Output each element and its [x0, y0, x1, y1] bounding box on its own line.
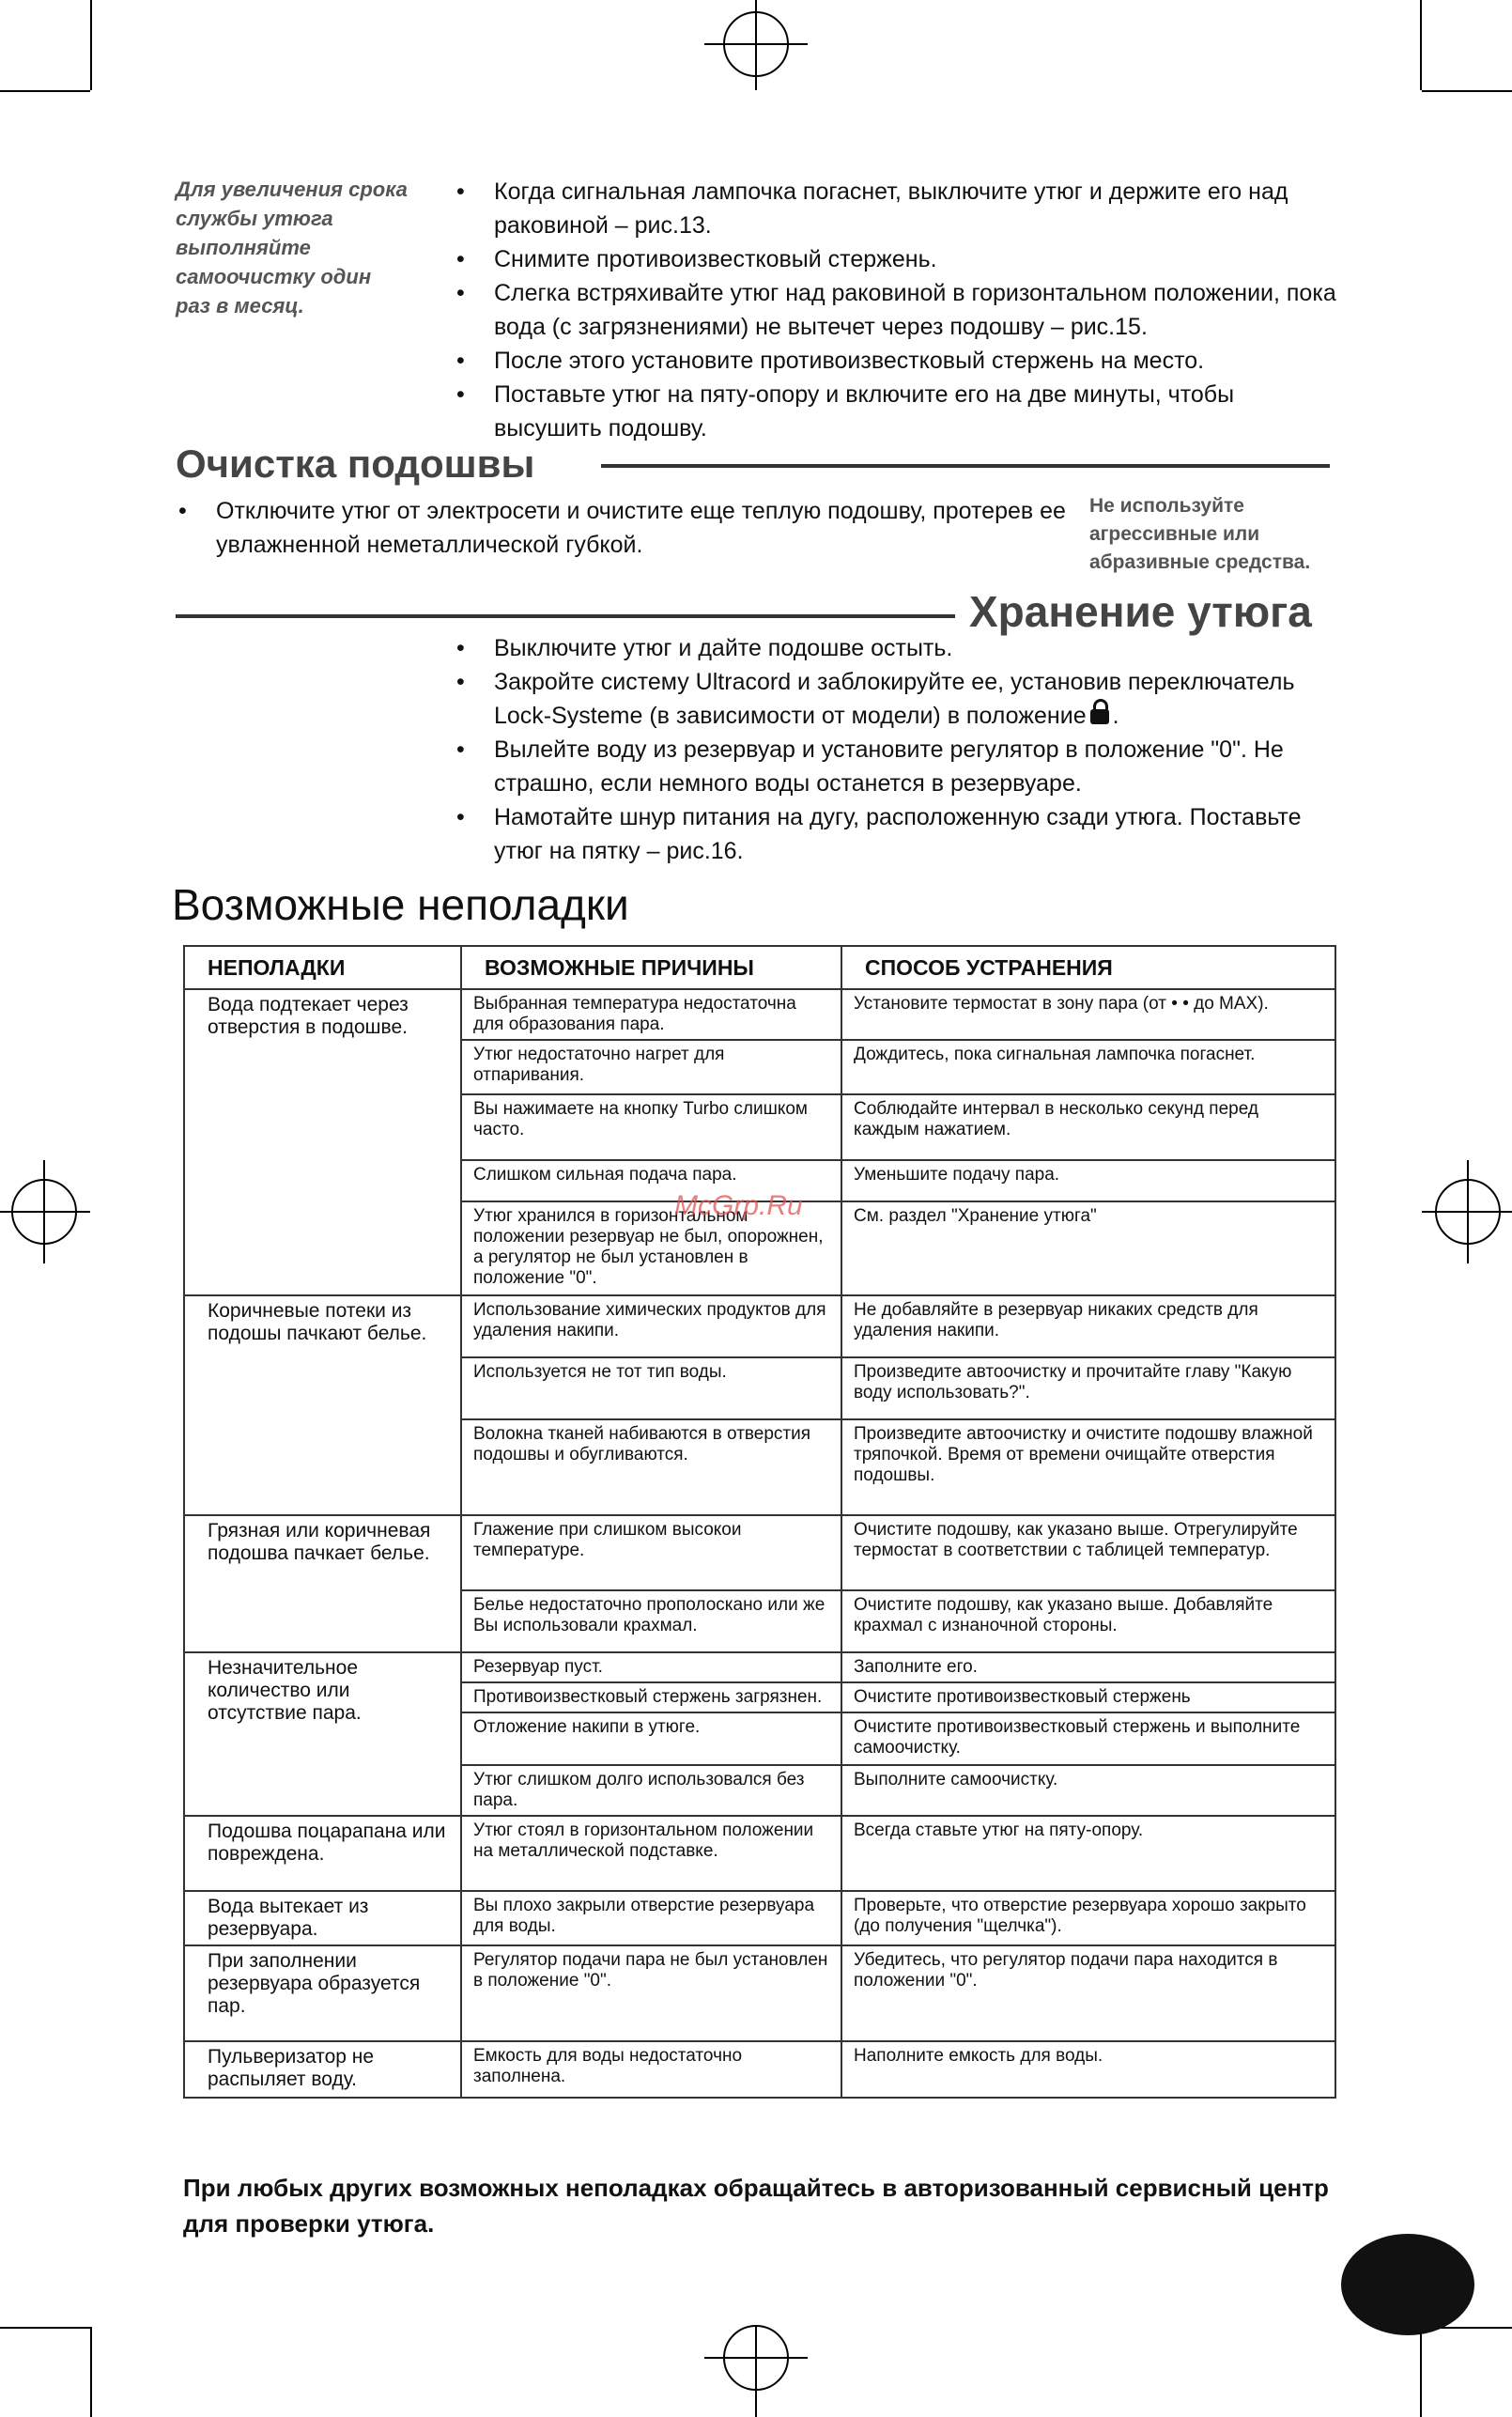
problem-cell: Грязная или коричневая подошва пачкает белье.	[184, 1515, 461, 1652]
table-row	[184, 1945, 1335, 2041]
column-header: ВОЗМОЖНЫЕ ПРИЧИНЫ	[461, 946, 841, 989]
crop-mark	[1420, 2327, 1422, 2417]
cause-cell: Утюг недостаточно нагрет для отпаривания.	[461, 1040, 841, 1094]
cause-cell: Слишком сильная подача пара.	[461, 1160, 841, 1201]
list-item: • Вылейте воду из резервуар и установите регулятор в положение "0". Не страшно, если немного воды останется в резервуаре.	[456, 733, 1339, 800]
storage-steps	[456, 631, 1339, 868]
solution-cell: Не добавляйте в резервуар никаких средств для удаления накипи.	[841, 1295, 1335, 1357]
cause-cell: Резервуар пуст.	[461, 1652, 841, 1682]
problem-cell: Вода подтекает через отверстия в подошве.	[184, 989, 461, 1295]
table-row	[184, 1816, 1335, 1891]
solution-cell: Всегда ставьте утюг на пяту-опору.	[841, 1816, 1335, 1891]
column-header: СПОСОБ УСТРАНЕНИЯ	[841, 946, 1335, 989]
cause-cell: Белье недостаточно прополоскано или же Вы использовали крахмал.	[461, 1590, 841, 1652]
cause-cell: Отложение накипи в утюге.	[461, 1712, 841, 1765]
problem-cell: Коричневые потеки из подошы пачкают белье.	[184, 1295, 461, 1515]
table-row	[184, 989, 1335, 1040]
soleplate-warning: Не используйте агрессивные или абразивные средства.	[1089, 495, 1311, 573]
solution-cell: Проверьте, что отверстие резервуара хорошо закрыто (до получения "щелчка").	[841, 1891, 1335, 1945]
crop-mark	[0, 90, 90, 92]
divider	[601, 464, 1330, 468]
solution-cell: Соблюдайте интервал в несколько секунд перед каждым нажатием.	[841, 1094, 1335, 1160]
solution-cell: Установите термостат в зону пара (от • • до MAX).	[841, 989, 1335, 1040]
table-row	[184, 1295, 1335, 1357]
table-row	[184, 2041, 1335, 2098]
crop-mark	[90, 2327, 92, 2417]
solution-cell: Очистите подошву, как указано выше. Добавляйте крахмал с изнаночной стороны.	[841, 1590, 1335, 1652]
troubleshooting-table	[183, 945, 1336, 2099]
solution-cell: Дождитесь, пока сигнальная лампочка погаснет.	[841, 1040, 1335, 1094]
list-item: • Закройте систему Ultracord и заблокируйте ее, установив переключатель Lock-Systeme (в зависимости от модели) в положение .	[456, 665, 1339, 733]
cause-cell: Вы нажимаете на кнопку Turbo слишком часто.	[461, 1094, 841, 1160]
watermark: McGrp.Ru	[674, 1190, 803, 1221]
solution-cell: Очистите противоизвестковый стержень и выполните самоочистку.	[841, 1712, 1335, 1765]
self-clean-tip: Для увеличения срока службы утюга выполняйте самоочистку один раз в месяц.	[176, 178, 408, 318]
problem-cell: Подошва поцарапана или повреждена.	[184, 1816, 461, 1891]
cause-cell: Утюг хранился в горизонтальном положении резервуар не был, опорожнен, а регулятор не был установлен в положение "0".	[461, 1201, 841, 1295]
soleplate-heading: Очистка подошвы	[176, 442, 535, 486]
table-header-row	[184, 946, 1335, 989]
cause-cell: Регулятор подачи пара не был установлен в положение "0".	[461, 1945, 841, 2041]
cause-cell: Глажение при слишком высокои температуре.	[461, 1515, 841, 1590]
crop-mark	[1420, 0, 1422, 90]
lock-icon	[1090, 709, 1109, 724]
table-row	[184, 1891, 1335, 1945]
solution-cell: Произведите автоочистку и очистите подошву влажной тряпочкой. Время от времени очищайте отверстия подошвы.	[841, 1419, 1335, 1515]
page-number-badge	[1341, 2234, 1474, 2335]
service-center-note: При любых других возможных неполадках обращайтесь в авторизованный сервисный центр для проверки утюга.	[183, 2174, 1329, 2238]
solution-cell: Наполните емкость для воды.	[841, 2041, 1335, 2098]
table-row	[184, 1515, 1335, 1590]
cause-cell: Утюг слишком долго использовался без пара.	[461, 1765, 841, 1816]
list-item: • Выключите утюг и дайте подошве остыть.	[456, 631, 1339, 665]
solution-cell: См. раздел "Хранение утюга"	[841, 1201, 1335, 1295]
cause-cell: Выбранная температура недостаточна для образования пара.	[461, 989, 841, 1040]
cause-cell: Утюг стоял в горизонтальном положении на металлической подставке.	[461, 1816, 841, 1891]
cause-cell: Волокна тканей набиваются в отверстия подошвы и обугливаются.	[461, 1419, 841, 1515]
list-item: • Намотайте шнур питания на дугу, расположенную сзади утюга. Поставьте утюг на пятку – рис.16.	[456, 800, 1339, 868]
solution-cell: Заполните его.	[841, 1652, 1335, 1682]
cause-cell: Использование химических продуктов для удаления накипи.	[461, 1295, 841, 1357]
self-clean-steps	[456, 175, 1339, 445]
crop-mark	[90, 0, 92, 90]
cause-cell: Вы плохо закрыли отверстие резервуара для воды.	[461, 1891, 841, 1945]
crop-mark	[0, 2327, 90, 2329]
table-row	[184, 1652, 1335, 1682]
list-item: • После этого установите противоизвестковый стержень на место.	[456, 344, 1339, 378]
divider	[176, 614, 955, 618]
list-item: • Поставьте утюг на пяту-опору и включите его на две минуты, чтобы высушить подошву.	[456, 378, 1339, 445]
solution-cell: Убедитесь, что регулятор подачи пара находится в положении "0".	[841, 1945, 1335, 2041]
cause-cell: Противоизвестковый стержень загрязнен.	[461, 1682, 841, 1712]
problem-cell: При заполнении резервуара образуется пар.	[184, 1945, 461, 2041]
solution-cell: Очистите подошву, как указано выше. Отрегулируйте термостат в соответствии с таблицей температур.	[841, 1515, 1335, 1590]
problem-cell: Вода вытекает из резервуара.	[184, 1891, 461, 1945]
solution-cell: Выполните самоочистку.	[841, 1765, 1335, 1816]
column-header: НЕПОЛАДКИ	[184, 946, 461, 989]
solution-cell: Очистите противоизвестковый стержень	[841, 1682, 1335, 1712]
crop-mark	[1422, 90, 1512, 92]
cause-cell: Используется не тот тип воды.	[461, 1357, 841, 1419]
list-item: • Снимите противоизвестковый стержень.	[456, 242, 1339, 276]
cause-cell: Емкость для воды недостаточно заполнена.	[461, 2041, 841, 2098]
list-item: • Отключите утюг от электросети и очистите еще теплую подошву, протерев ее увлажненной неметаллической губкой.	[178, 494, 1080, 562]
problem-cell: Пульверизатор не распыляет воду.	[184, 2041, 461, 2098]
solution-cell: Произведите автоочистку и прочитайте главу "Какую воду использовать?".	[841, 1357, 1335, 1419]
storage-heading: Хранение утюга	[969, 587, 1312, 636]
troubleshooting-heading: Возможные неполадки	[172, 880, 629, 929]
problem-cell: Незначительное количество или отсутствие пара.	[184, 1652, 461, 1816]
solution-cell: Уменьшите подачу пара.	[841, 1160, 1335, 1201]
soleplate-steps	[178, 494, 1080, 562]
list-item: • Слегка встряхивайте утюг над раковиной в горизонтальном положении, пока вода (с загрязнениями) не вытечет через подошву – рис.15.	[456, 276, 1339, 344]
list-item: • Когда сигнальная лампочка погаснет, выключите утюг и держите его над раковиной – рис.13.	[456, 175, 1339, 242]
